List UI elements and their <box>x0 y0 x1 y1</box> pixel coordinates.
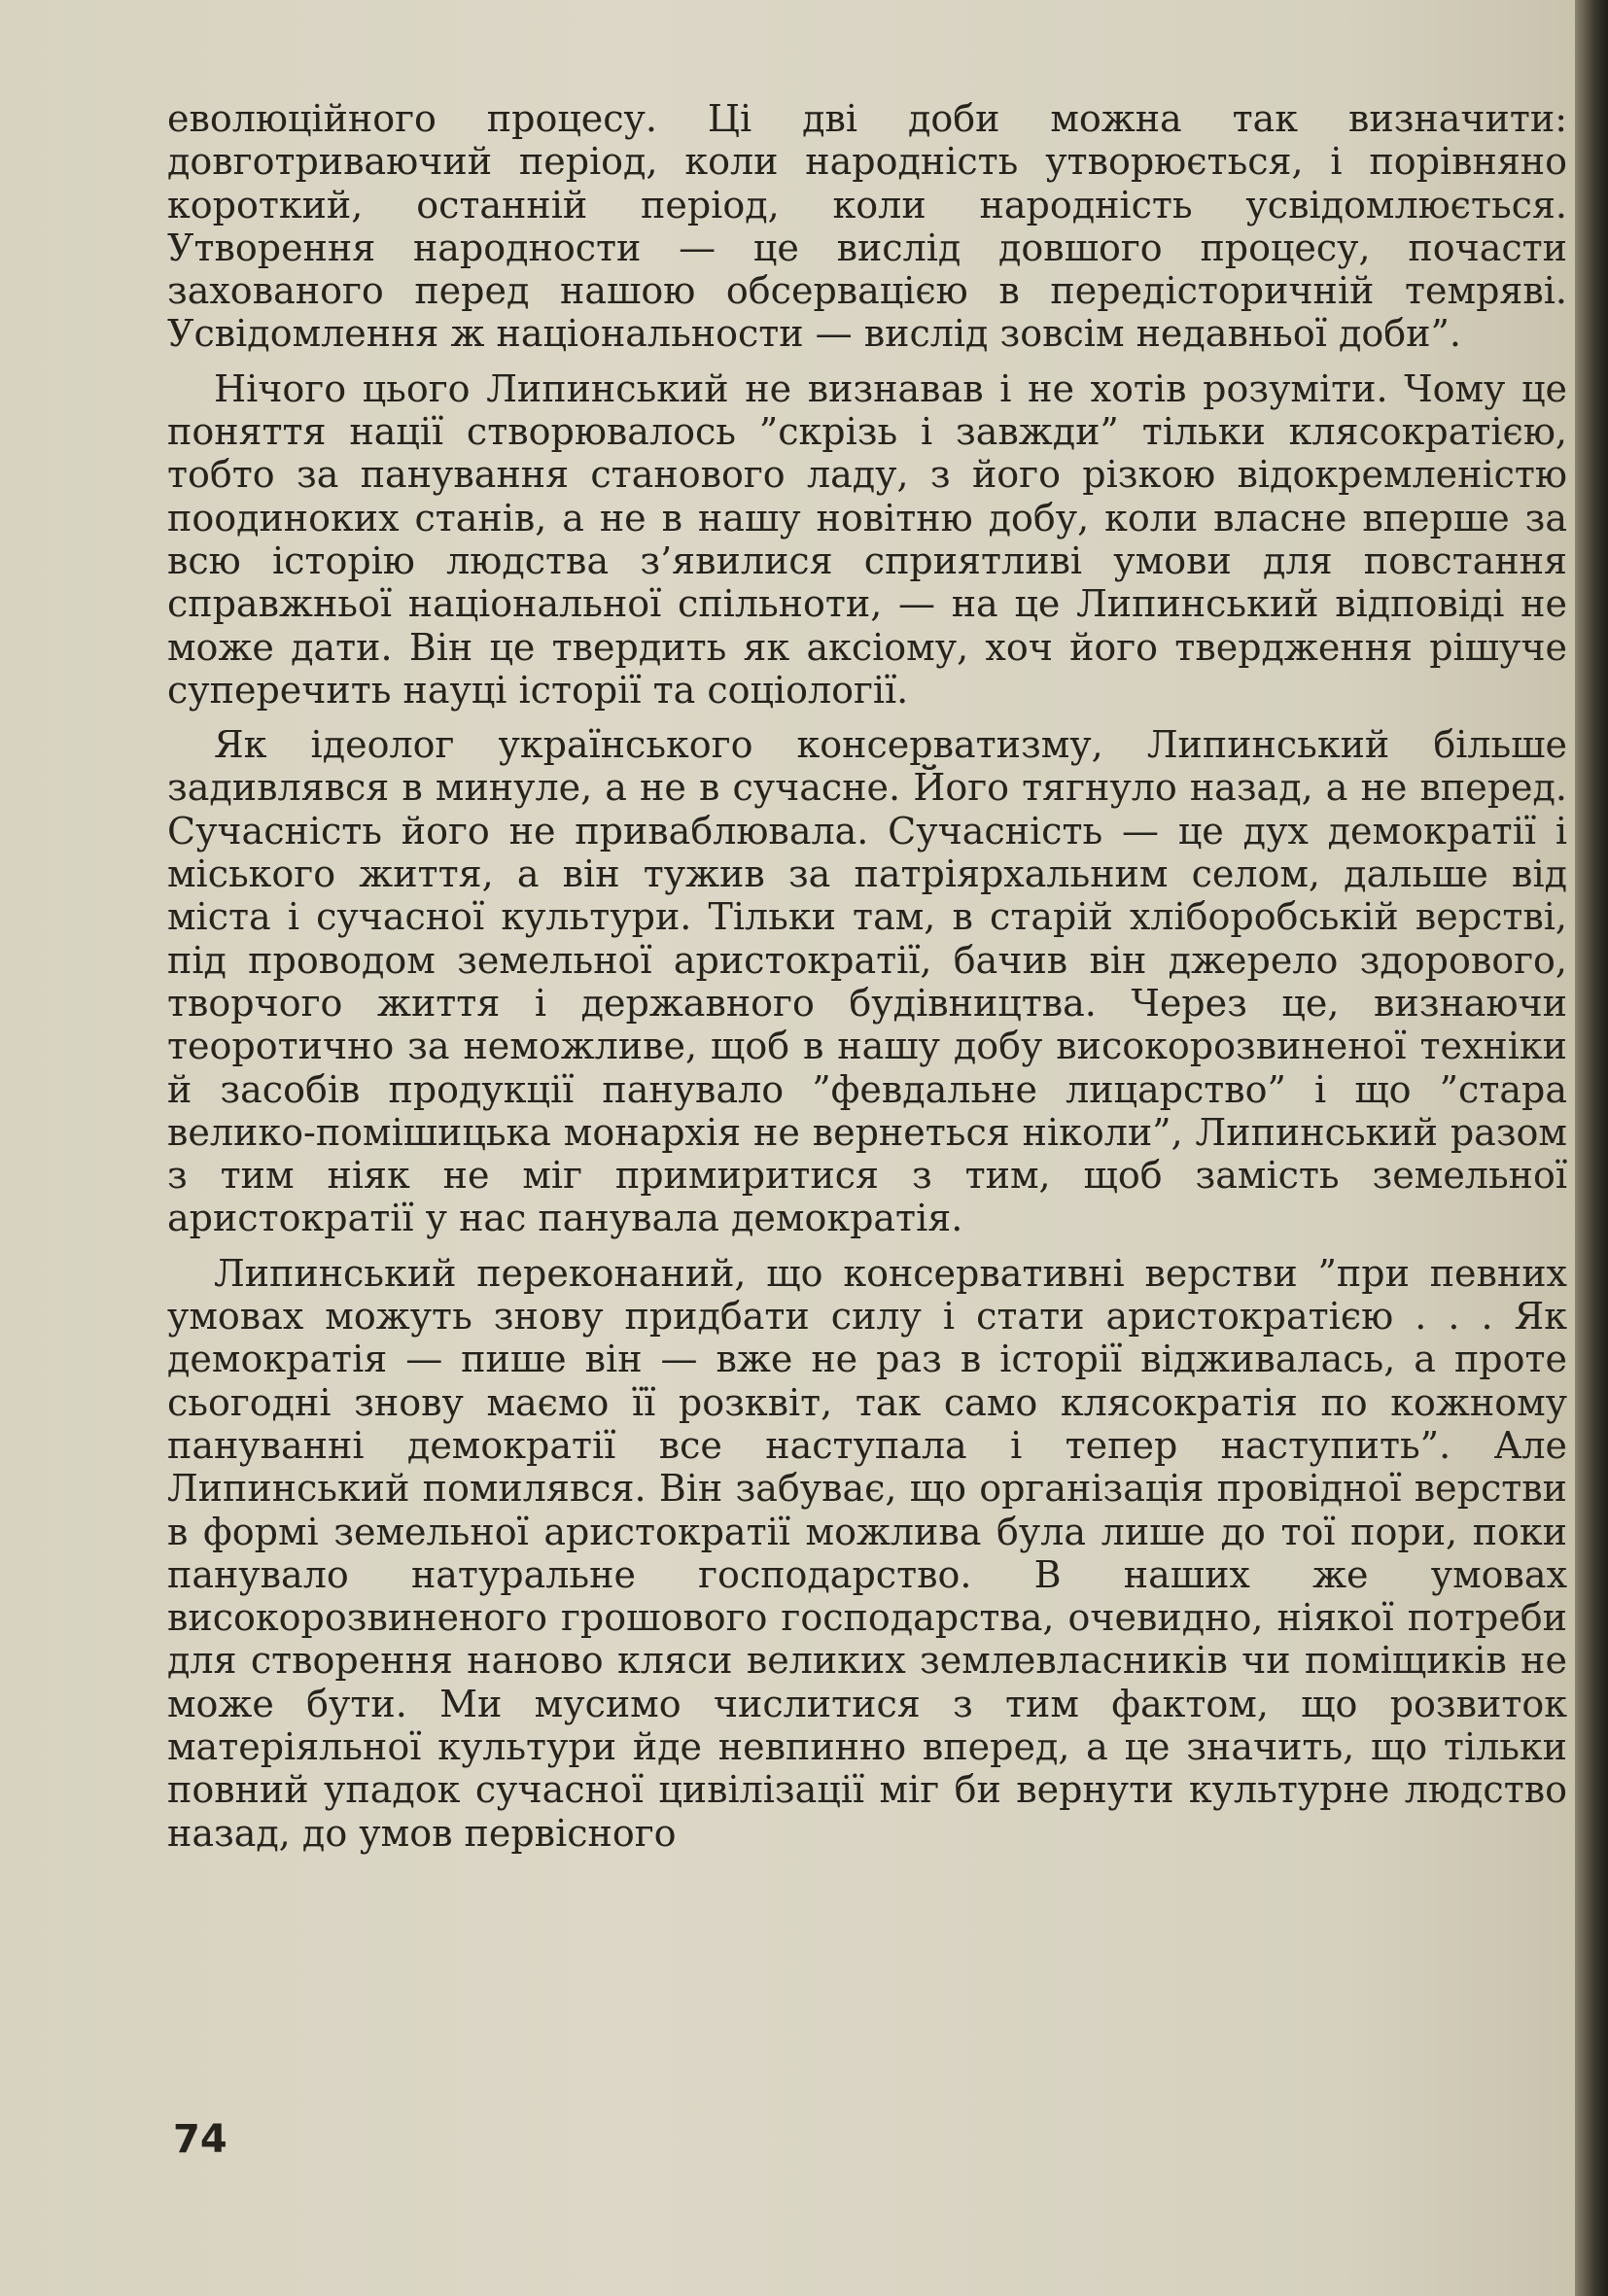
body-text <box>167 97 1567 1866</box>
page-number: 74 <box>173 2117 227 2162</box>
paragraph: Нічого цього Липинський не визнавав і не хотів розуміти. Чому це поняття нації створювалось ”скрізь і завжди” тільки клясократією, тобто за панування станового ладу, з його різкою відокремленістю поодиноких станів, а не в нашу новітню добу, коли власне вперше за всю історію людства з’явилися сприятливі умови для повстання справжньої національної спільноти, — на це Липинський відповіді не може дати. Він це твердить як аксіому, хоч його твердження рішуче суперечить науці історії та соціології. <box>167 366 1567 712</box>
paragraph: Як ідеолог українського консерватизму, Липинський більше задивлявся в минуле, а не в сучасне. Його тягнуло назад, а не вперед. Сучасність його не приваблювала. Сучасність — це дух демократії і міського життя, а він тужив за патріярхальним селом, дальше від міста і сучасної культури. Тільки там, в старій хліборобській верстві, під проводом земельної аристократії, бачив він джерело здорового, творчого життя і державного будівництва. Через це, визнаючи теоротично за неможливе, щоб в нашу добу високорозвиненої техніки й засобів продукції панувало ”февдальне лицарство” і що ”стара велико-помішицька монархія не вернеться ніколи”, Липинський разом з тим ніяк не міг примиритися з тим, щоб замість земельної аристократії у нас панувала демократія. <box>167 723 1567 1240</box>
paragraph: Липинський переконаний, що консервативні верстви ”при певних умовах можуть знову придбати силу і стати аристократією . . . Як демократія — пише він — вже не раз в історії відживалась, а проте сьогодні знову маємо її розквіт, так само клясократія по кожному пануванні демократії все наступала і тепер наступить”. Але Липинський помилявся. Він забуває, що організація провідної верстви в формі земельної аристократії можлива була лише до тої пори, поки панувало натуральне господарство. В наших же умовах високорозвиненого грошового господарства, очевидно, ніякої потреби для створення наново кляси великих землевласників чи поміщиків не може бути. Ми мусимо числитися з тим фактом, що розвиток матеріяльної культури йде невпинно вперед, а це значить, що тільки повний упадок сучасної цивілізації міг би вернути культурне людство назад, до умов первісного <box>167 1251 1567 1855</box>
paragraph-continued: еволюційного процесу. Ці дві доби можна так визначити: довготриваючий період, коли народність утворюється, і порівняно короткий, останній період, коли народність усвідомлюється. Утворення народности — це вислід довшого процесу, почасти захованого перед нашою обсервацією в передісторичній темряві. Усвідомлення ж національности — вислід зовсім недавньої доби”. <box>167 97 1567 356</box>
book-spine-shadow <box>1575 0 1608 2296</box>
